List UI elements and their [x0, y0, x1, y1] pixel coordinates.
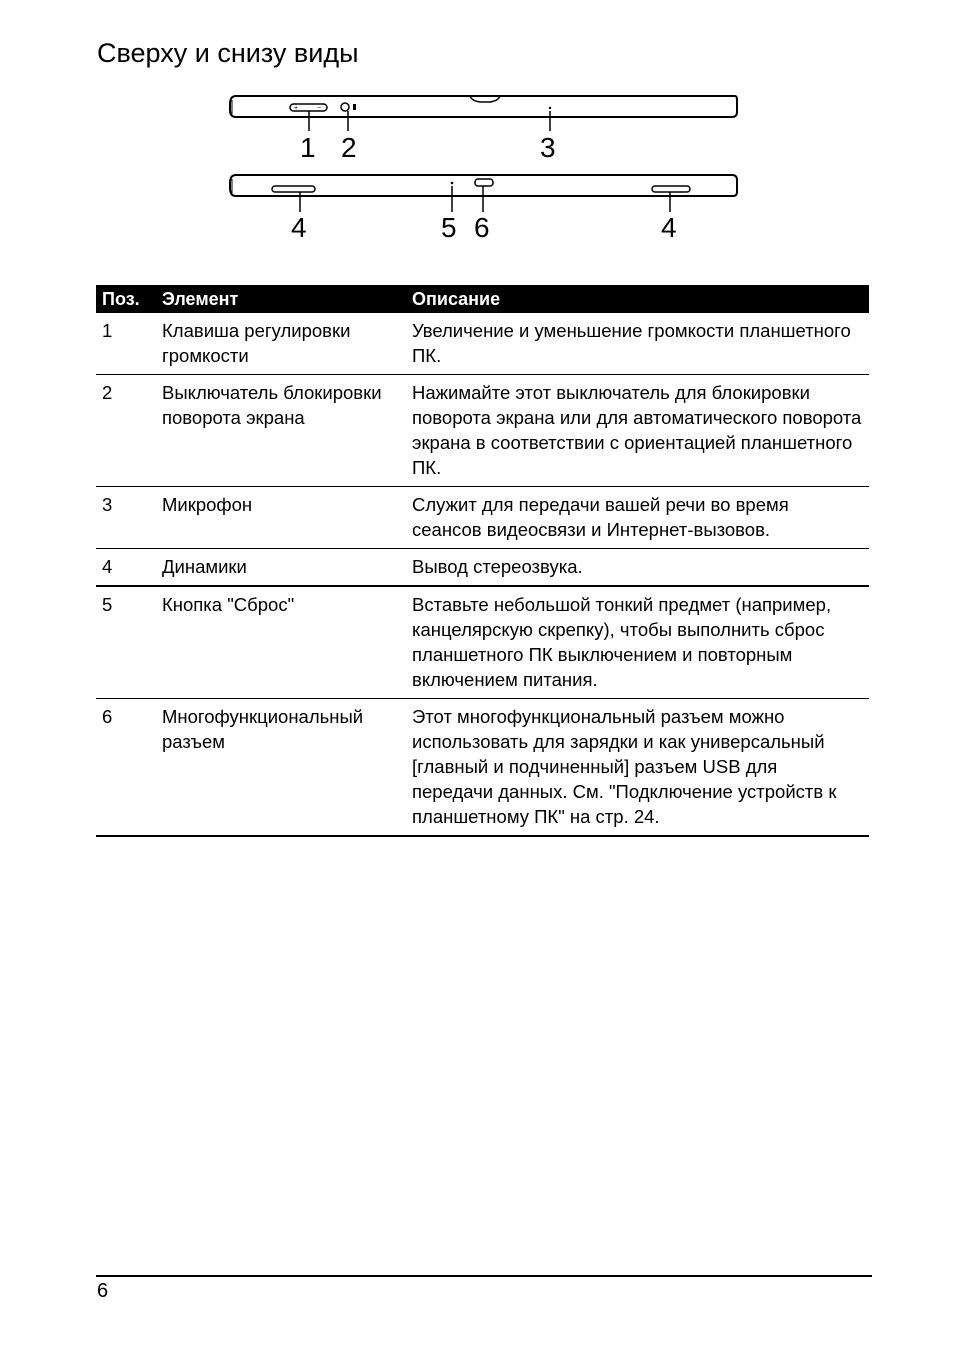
table-header-row: [96, 285, 869, 313]
cell-pos: 1: [96, 313, 156, 375]
callout-5: 5: [441, 212, 457, 243]
cell-description: Вставьте небольшой тонкий предмет (например, канцелярскую скрепку), чтобы выполнить сброс планшетного ПК выключением и повторным включением питания.: [406, 586, 869, 699]
callout-4-left: 4: [291, 212, 307, 243]
microphone-icon: [549, 107, 551, 131]
speaker-right-icon: [652, 186, 690, 212]
table-row: [96, 487, 869, 549]
header-element: Элемент: [156, 285, 406, 313]
page-number: 6: [97, 1280, 109, 1302]
cell-element: Выключатель блокировки поворота экрана: [156, 375, 406, 487]
callout-4-right: 4: [661, 212, 677, 243]
cell-pos: 5: [96, 586, 156, 699]
table-row: [96, 549, 869, 587]
header-pos: Поз.: [96, 285, 156, 313]
table-row: [96, 313, 869, 375]
table-row: [96, 586, 869, 699]
cell-pos: 4: [96, 549, 156, 587]
callout-1: 1: [300, 132, 316, 163]
cell-description: Нажимайте этот выключатель для блокировки поворота экрана или для автоматического поворота экрана в соответствии с ориентацией планшетного ПК.: [406, 375, 869, 487]
cell-element: Клавиша регулировки громкости: [156, 313, 406, 375]
callout-3: 3: [540, 132, 556, 163]
svg-text:−: −: [317, 105, 322, 112]
table-row: [96, 375, 869, 487]
cell-pos: 6: [96, 699, 156, 837]
cell-description: Вывод стереозвука.: [406, 549, 869, 587]
cell-description: Увеличение и уменьшение громкости планшетного ПК.: [406, 313, 869, 375]
svg-text:+: +: [294, 105, 299, 112]
cell-element: Динамики: [156, 549, 406, 587]
top-callout-labels: [300, 132, 556, 163]
bottom-callout-labels: [291, 212, 677, 243]
components-table: [96, 285, 869, 837]
table-row: [96, 699, 869, 837]
cell-element: Микрофон: [156, 487, 406, 549]
cell-element: Многофункциональный разъем: [156, 699, 406, 837]
tablet-top-bottom-diagram: [0, 0, 954, 260]
cell-description: Служит для передачи вашей речи во время сеансов видеосвязи и Интернет-вызовов.: [406, 487, 869, 549]
header-description: Описание: [406, 285, 869, 313]
cell-description: Этот многофункциональный разъем можно использовать для зарядки и как универсальный [главный и подчиненный] разъем USB для передачи данных. См. "Подключение устройств к планшетному ПК" на стр. 24.: [406, 699, 869, 837]
cell-pos: 2: [96, 375, 156, 487]
speaker-left-icon: [272, 186, 315, 212]
callout-2: 2: [341, 132, 357, 163]
page-title: Сверху и снизу виды: [97, 38, 359, 68]
cell-pos: 3: [96, 487, 156, 549]
footer-divider: [96, 1275, 872, 1277]
cell-element: Кнопка "Сброс": [156, 586, 406, 699]
callout-6: 6: [474, 212, 490, 243]
